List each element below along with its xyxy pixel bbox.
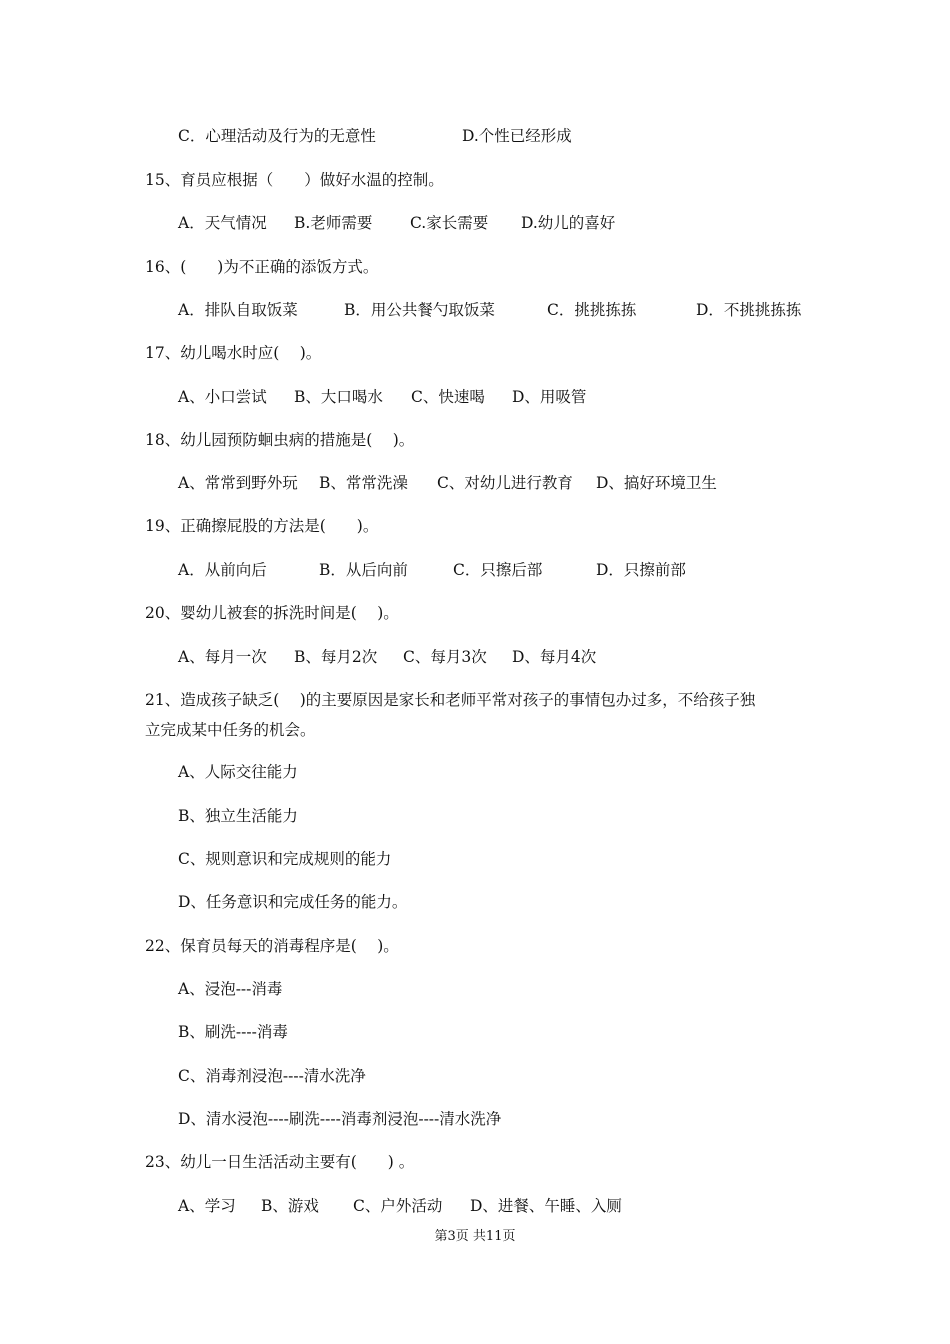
question-18: 18、幼儿园预防蛔虫病的措施是( )。 (145, 431, 415, 449)
question-21-line-1: 21、造成孩子缺乏( )的主要原因是家长和老师平常对孩子的事情包办过多，不给孩子独 (145, 691, 756, 709)
option-21-d: D、任务意识和完成任务的能力。 (178, 893, 408, 911)
option-b: B．用公共餐勺取饭菜 (344, 301, 495, 319)
option-c: C．心理活动及行为的无意性 (178, 127, 376, 145)
option-21-a: A、人际交往能力 (178, 763, 298, 781)
option-b: B．从后向前 (319, 561, 408, 579)
question-17: 17、幼儿喝水时应( )。 (145, 344, 322, 362)
question-15: 15、育员应根据（ ）做好水温的控制。 (145, 171, 444, 189)
option-d: D.幼儿的喜好 (521, 214, 616, 232)
option-c: C.家长需要 (410, 214, 489, 232)
option-d: D、每月4次 (512, 648, 597, 666)
option-b: B、常常洗澡 (319, 474, 408, 492)
option-a: A、每月一次 (178, 648, 267, 666)
option-a: A．排队自取饭菜 (178, 301, 298, 319)
option-c: C．只擦后部 (453, 561, 543, 579)
option-b: B.老师需要 (294, 214, 373, 232)
option-a: A．从前向后 (178, 561, 267, 579)
option-21-c: C、规则意识和完成规则的能力 (178, 850, 392, 868)
option-a: A、常常到野外玩 (178, 474, 298, 492)
option-a: A、学习 (178, 1197, 236, 1215)
option-21-b: B、独立生活能力 (178, 807, 298, 825)
option-c: C．挑挑拣拣 (547, 301, 637, 319)
option-d: D、搞好环境卫生 (596, 474, 717, 492)
option-22-b: B、刷洗----消毒 (178, 1023, 288, 1041)
option-d: D、进餐、午睡、入厕 (470, 1197, 622, 1215)
option-c: C、户外活动 (353, 1197, 443, 1215)
option-22-c: C、消毒剂浸泡----清水洗净 (178, 1067, 366, 1085)
option-d: D.个性已经形成 (462, 127, 572, 145)
option-b: B、每月2次 (294, 648, 378, 666)
question-16: 16、( )为不正确的添饭方式。 (145, 258, 379, 276)
option-b: B、游戏 (261, 1197, 319, 1215)
option-a: A．天气情况 (178, 214, 267, 232)
question-21-line-2: 立完成某中任务的机会。 (145, 721, 316, 739)
option-c: C、快速喝 (411, 388, 485, 406)
option-c: C、对幼儿进行教育 (437, 474, 573, 492)
option-a: A、小口尝试 (178, 388, 267, 406)
question-22: 22、保育员每天的消毒程序是( )。 (145, 937, 399, 955)
question-20: 20、婴幼儿被套的拆洗时间是( )。 (145, 604, 399, 622)
option-c: C、每月3次 (403, 648, 487, 666)
option-d: D．只擦前部 (596, 561, 686, 579)
page-number: 第3页 共11页 (434, 1229, 516, 1244)
option-d: D．不挑挑拣拣 (696, 301, 802, 319)
option-22-a: A、浸泡---消毒 (178, 980, 283, 998)
option-d: D、用吸管 (512, 388, 587, 406)
question-19: 19、正确擦屁股的方法是( )。 (145, 517, 379, 535)
option-b: B、大口喝水 (294, 388, 383, 406)
question-23: 23、幼儿一日生活活动主要有( ) 。 (145, 1153, 415, 1171)
option-22-d: D、清水浸泡----刷洗----消毒剂浸泡----清水洗净 (178, 1110, 502, 1128)
